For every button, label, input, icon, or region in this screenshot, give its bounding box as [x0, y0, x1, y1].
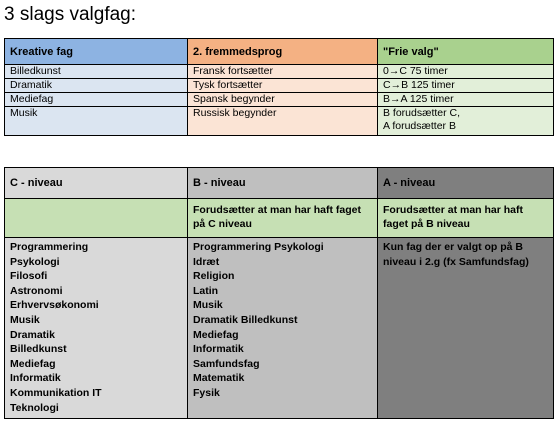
elective-types-table	[4, 38, 554, 136]
table-header-row	[5, 39, 554, 65]
list-item: Mediefag	[10, 357, 56, 370]
list-item: Mediefag	[193, 328, 239, 341]
table-header-row	[5, 168, 554, 199]
table-cell: Fransk fortsætter	[188, 65, 378, 79]
list-item: Programmering Psykologi	[193, 241, 324, 253]
column-header-a-level: A - niveau	[378, 168, 554, 199]
b-level-subjects	[188, 238, 378, 419]
list-item: Astronomi	[10, 284, 63, 297]
table-row	[5, 107, 554, 136]
requirement-cell-b: Forudsætter at man har haft faget på C niveau	[188, 199, 378, 238]
table-cell: Mediefag	[5, 93, 188, 107]
subjects-row	[5, 238, 554, 419]
column-header-languages: 2. fremmedsprog	[188, 39, 378, 65]
list-item: Kommunikation IT	[10, 386, 102, 399]
list-item: Psykologi	[10, 255, 60, 268]
table-cell: Spansk begynder	[188, 93, 378, 107]
table-cell: 0→C 75 timer	[378, 65, 554, 79]
table-row	[5, 93, 554, 107]
table-row	[5, 65, 554, 79]
requirement-row	[5, 199, 554, 238]
list-item: Programmering	[10, 241, 89, 253]
list-item: Latin	[193, 284, 219, 297]
table-cell: B forudsætter C, A forudsætter B	[378, 107, 554, 136]
c-level-subjects	[5, 238, 188, 419]
list-item: Samfundsfag	[193, 357, 260, 370]
requirement-cell-c	[5, 199, 188, 238]
table-cell: Tysk fortsætter	[188, 79, 378, 93]
list-item: Fysik	[193, 386, 220, 399]
column-header-creative: Kreative fag	[5, 39, 188, 65]
column-header-b-level: B - niveau	[188, 168, 378, 199]
table-cell: B→A 125 timer	[378, 93, 554, 107]
list-item: Religion	[193, 270, 235, 283]
column-header-c-level: C - niveau	[5, 168, 188, 199]
column-header-free-choice: "Frie valg"	[378, 39, 554, 65]
list-item: Musik	[10, 313, 40, 326]
table-cell: Dramatik	[5, 79, 188, 93]
list-item: Matematik	[193, 372, 245, 385]
requirement-cell-a: Forudsætter at man har haft faget på B niveau	[378, 199, 554, 238]
list-item: Informatik	[10, 372, 61, 385]
list-item: Billedkunst	[10, 343, 67, 356]
list-item: Dramatik	[10, 328, 55, 341]
page-title: 3 slags valgfag:	[4, 4, 137, 25]
a-level-note: Kun fag der er valgt op på B niveau i 2.g (fx Samfundsfag)	[378, 238, 554, 419]
list-item: Erhvervsøkonomi	[10, 299, 99, 312]
table-cell: C→B 125 timer	[378, 79, 554, 93]
levels-table	[4, 167, 554, 419]
list-item: Idræt	[193, 255, 220, 268]
table-cell: Billedkunst	[5, 65, 188, 79]
list-item: Filosofi	[10, 270, 48, 283]
list-item: Dramatik Billedkunst	[193, 313, 298, 326]
list-item: Musik	[193, 299, 223, 312]
table-cell: Musik	[5, 107, 188, 136]
table-cell: Russisk begynder	[188, 107, 378, 136]
table-row	[5, 79, 554, 93]
list-item: Informatik	[193, 343, 244, 356]
list-item: Teknologi	[10, 401, 59, 414]
